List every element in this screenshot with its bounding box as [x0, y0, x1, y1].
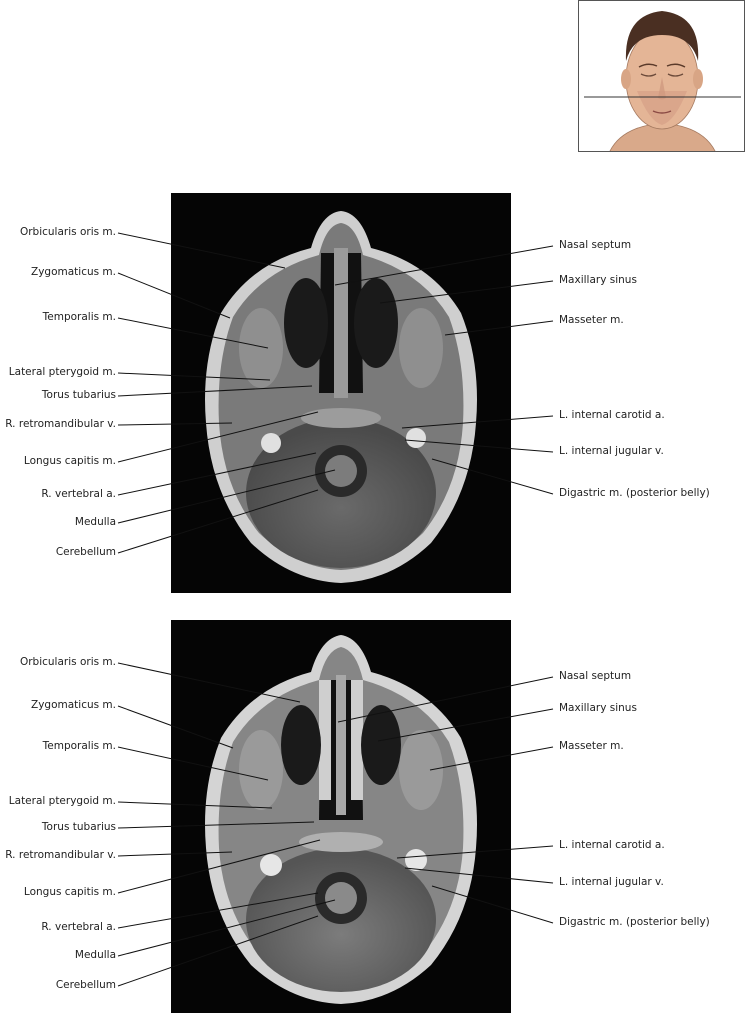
- label-digastric-bottom: Digastric m. (posterior belly): [559, 916, 710, 928]
- label-orbicularis-oris-top: Orbicularis oris m.: [19, 226, 116, 238]
- label-internal-jugular-bottom: L. internal jugular v.: [559, 876, 664, 888]
- mri-axial-image-bottom: [171, 620, 511, 1013]
- label-vertebral-artery-bottom: R. vertebral a.: [41, 921, 116, 933]
- head-illustration: [579, 1, 745, 152]
- label-maxillary-sinus-top: Maxillary sinus: [559, 274, 637, 286]
- label-retromandibular-bottom: R. retromandibular v.: [5, 849, 116, 861]
- label-retromandibular-top: R. retromandibular v.: [5, 418, 116, 430]
- label-lateral-pterygoid-top: Lateral pterygoid m.: [8, 366, 116, 378]
- label-torus-tubarius-bottom: Torus tubarius: [41, 821, 116, 833]
- label-lateral-pterygoid-bottom: Lateral pterygoid m.: [8, 795, 116, 807]
- label-medulla-bottom: Medulla: [74, 949, 116, 961]
- label-cerebellum-top: Cerebellum: [55, 546, 116, 558]
- label-temporalis-top: Temporalis m.: [42, 311, 116, 323]
- label-zygomaticus-top: Zygomaticus m.: [31, 266, 116, 278]
- label-nasal-septum-top: Nasal septum: [559, 239, 632, 251]
- label-masseter-bottom: Masseter m.: [559, 740, 624, 752]
- label-medulla-top: Medulla: [74, 516, 116, 528]
- label-zygomaticus-bottom: Zygomaticus m.: [31, 699, 116, 711]
- label-vertebral-artery-top: R. vertebral a.: [41, 488, 116, 500]
- label-temporalis-bottom: Temporalis m.: [42, 740, 116, 752]
- orientation-thumbnail: [578, 0, 745, 152]
- label-torus-tubarius-top: Torus tubarius: [41, 389, 116, 401]
- label-internal-jugular-top: L. internal jugular v.: [559, 445, 664, 457]
- label-internal-carotid-bottom: L. internal carotid a.: [559, 839, 665, 851]
- mri-axial-image-top: [171, 193, 511, 593]
- label-longus-capitis-top: Longus capitis m.: [23, 455, 116, 467]
- label-orbicularis-oris-bottom: Orbicularis oris m.: [19, 656, 116, 668]
- label-cerebellum-bottom: Cerebellum: [55, 979, 116, 991]
- label-maxillary-sinus-bottom: Maxillary sinus: [559, 702, 637, 714]
- label-longus-capitis-bottom: Longus capitis m.: [23, 886, 116, 898]
- label-nasal-septum-bottom: Nasal septum: [559, 670, 632, 682]
- label-digastric-top: Digastric m. (posterior belly): [559, 487, 710, 499]
- label-masseter-top: Masseter m.: [559, 314, 624, 326]
- label-internal-carotid-top: L. internal carotid a.: [559, 409, 665, 421]
